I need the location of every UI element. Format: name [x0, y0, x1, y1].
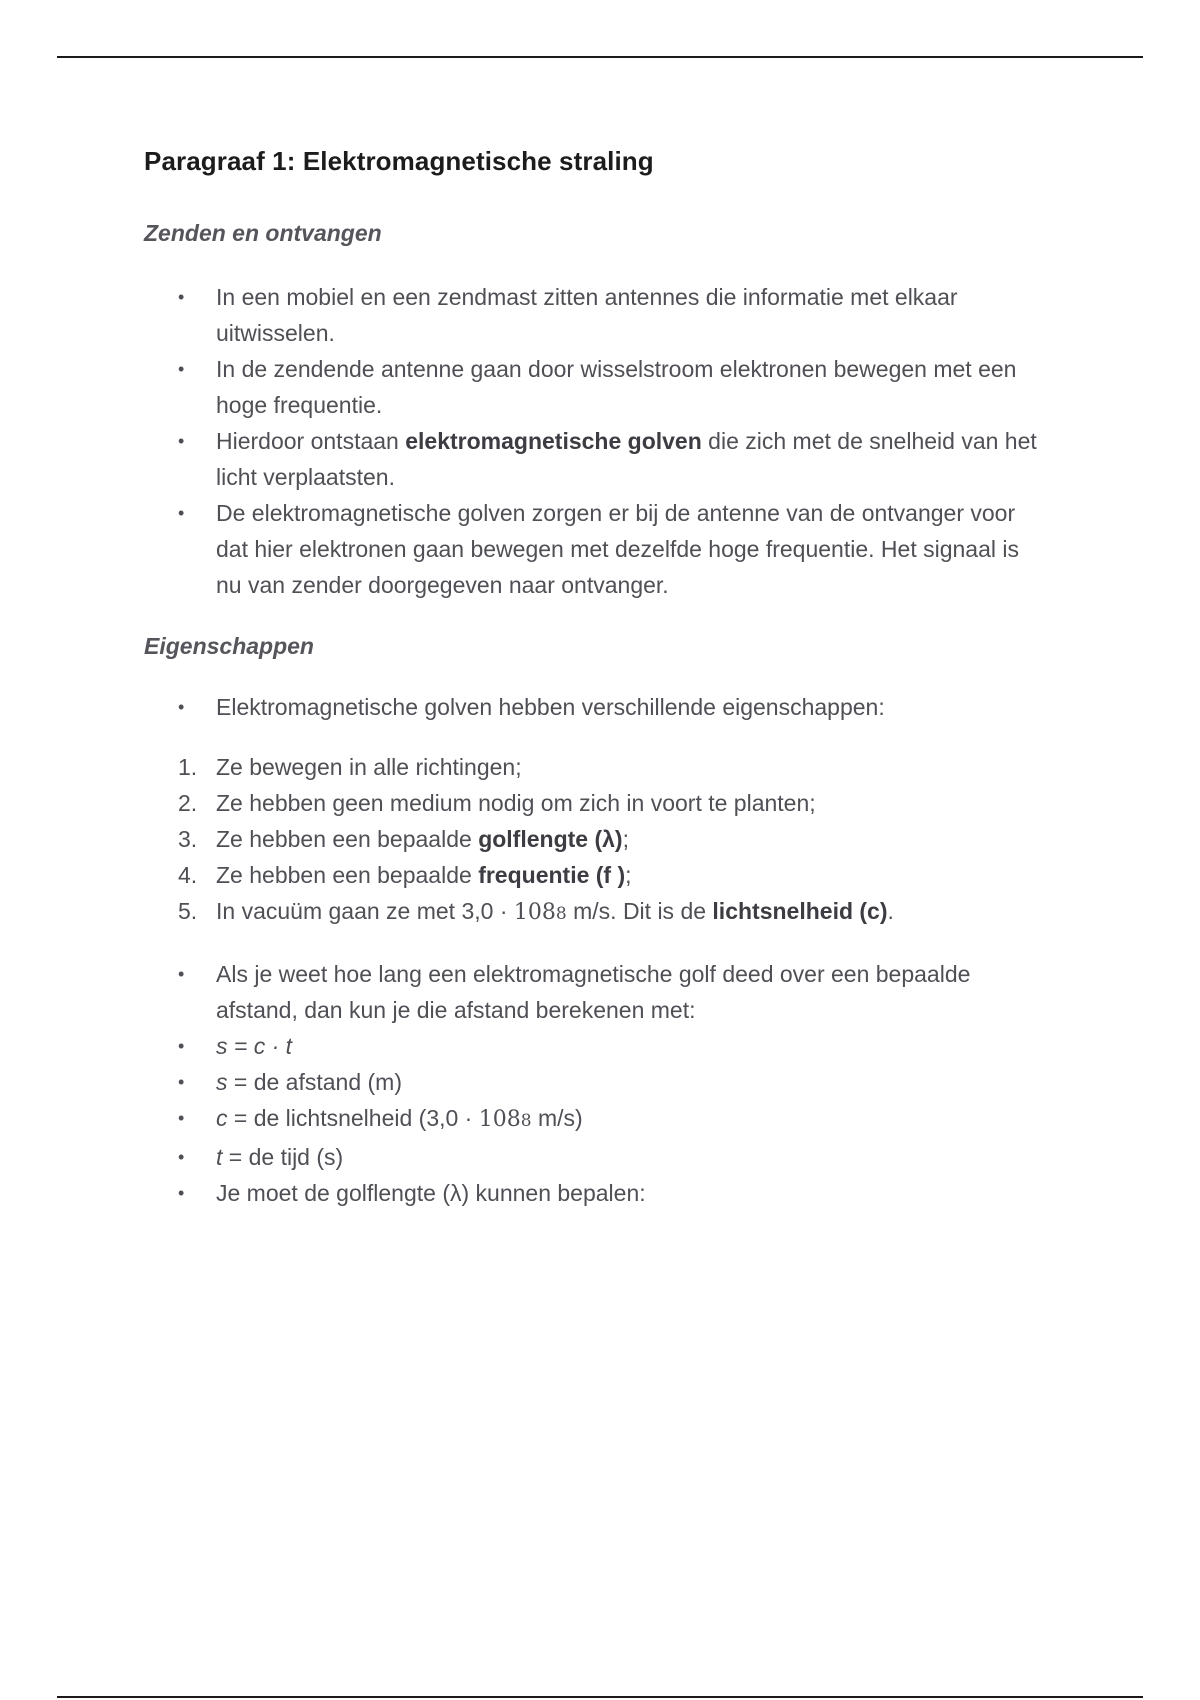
numbered-item: 1. Ze bewegen in alle richtingen; — [178, 754, 522, 780]
numbered-item: 2. Ze hebben geen medium nodig om zich in voort te planten; — [178, 790, 816, 816]
bold-term: golflengte (λ) — [478, 826, 623, 852]
bold-term: frequentie (f ) — [478, 862, 626, 888]
eigenschappen-numbered-list — [144, 749, 1044, 932]
numbered-item: 4. Ze hebben een bepaalde frequentie (f ); — [178, 862, 632, 888]
list-item: • De elektromagnetische golven zorgen er bij de antenne van de ontvanger voor dat hier elektronen gaan bewegen met dezelfde hoge frequentie. Het signaal is nu van zender doorgegeven naar ontvanger. — [144, 495, 1044, 603]
bold-term: lichtsnelheid (c) — [712, 898, 888, 924]
top-rule — [57, 56, 1143, 58]
zenden-bullet-list — [144, 279, 1044, 603]
list-item: • Elektromagnetische golven hebben verschillende eigenschappen: — [144, 689, 1044, 725]
numbered-item: 5. In vacuüm gaan ze met 3,0 · 1088 m/s. Dit is de lichtsnelheid (c). — [178, 898, 894, 925]
section-heading-eigenschappen: Eigenschappen — [144, 633, 314, 659]
formula-item: • s = c · t — [144, 1028, 1044, 1064]
list-item: • Hierdoor ontstaan elektromagnetische golven die zich met de snelheid van het licht verplaatsten. — [144, 423, 1044, 495]
page-title: Paragraaf 1: Elektromagnetische straling — [144, 146, 654, 176]
list-item: • s = de afstand (m) — [144, 1064, 1044, 1100]
bold-term: elektromagnetische golven — [405, 428, 702, 454]
list-item: • Je moet de golflengte (λ) kunnen bepalen: — [144, 1175, 1044, 1211]
list-item: • In een mobiel en een zendmast zitten antennes die informatie met elkaar uitwisselen. — [144, 279, 1044, 351]
bottom-rule — [57, 1696, 1143, 1698]
eigenschappen-intro-list — [144, 689, 1044, 725]
list-item: • t = de tijd (s) — [144, 1139, 1044, 1175]
document-body — [144, 146, 1044, 1211]
list-item: • Als je weet hoe lang een elektromagnetische golf deed over een bepaalde afstand, dan kun je die afstand berekenen met: — [144, 956, 1044, 1028]
list-item: • In de zendende antenne gaan door wisselstroom elektronen bewegen met een hoge frequentie. — [144, 351, 1044, 423]
numbered-item: 3. Ze hebben een bepaalde golflengte (λ); — [178, 826, 629, 852]
section-heading-zenden: Zenden en ontvangen — [144, 220, 382, 246]
list-item: • c = de lichtsnelheid (3,0 · 1088 m/s) — [144, 1100, 1044, 1139]
formula-bullet-list — [144, 956, 1044, 1211]
